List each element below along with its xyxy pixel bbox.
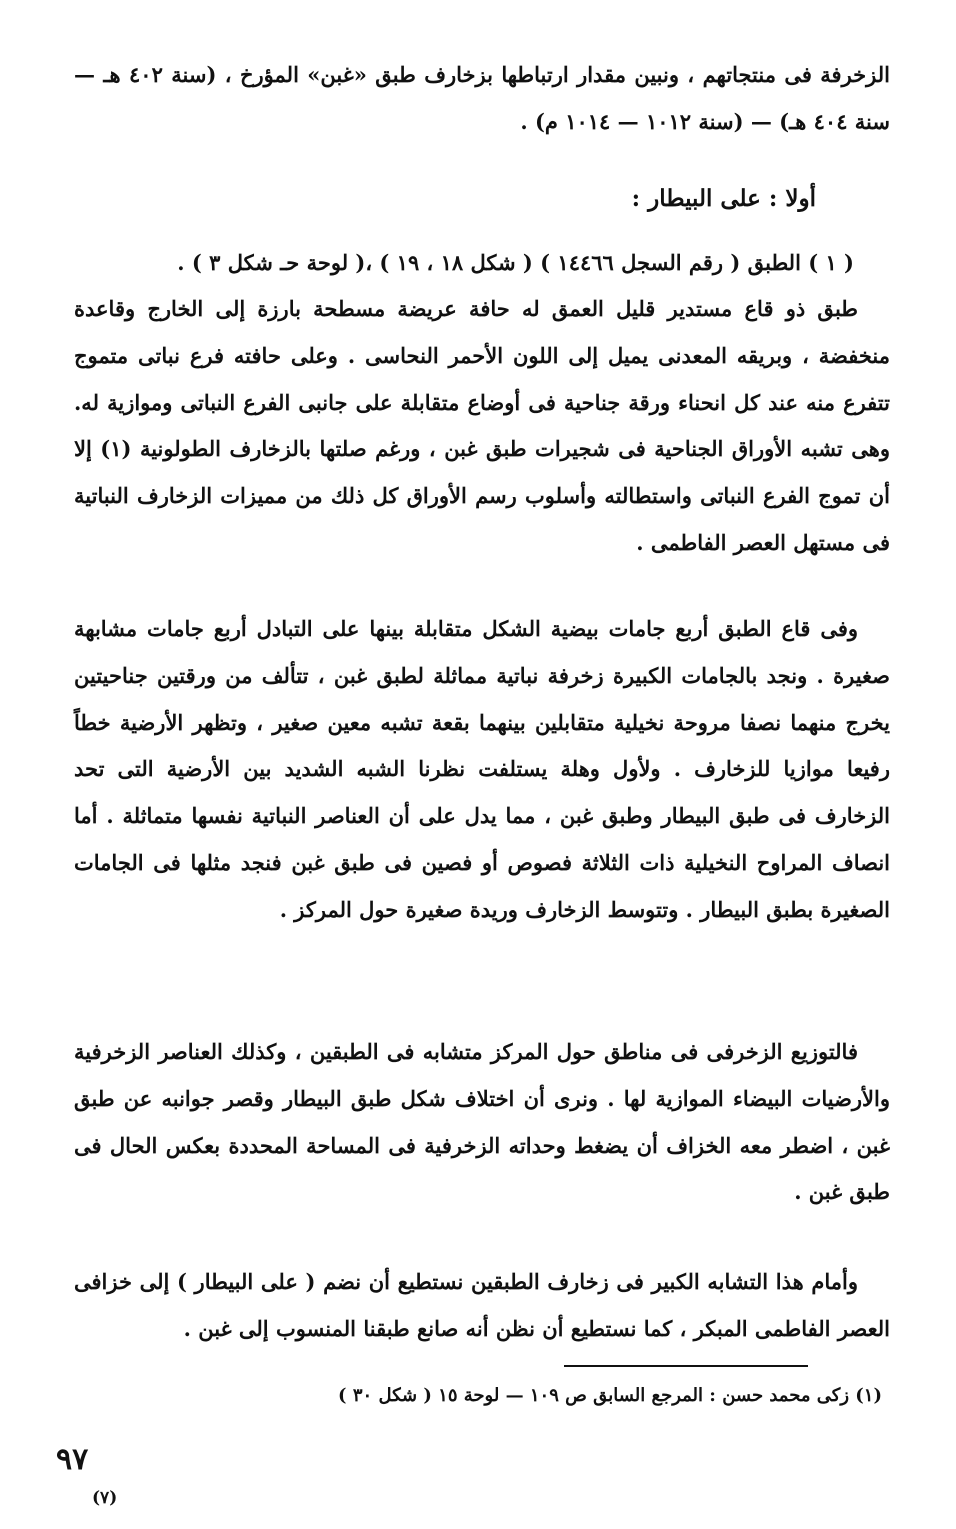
item-header: ( ١ ) الطبق ( رقم السجل ١٤٤٦٦ ) ( شكل ١٨ ، ١٩ ) ،( لوحة حـ شكل ٣ ) . <box>177 250 854 275</box>
paragraph-medallions <box>74 606 890 934</box>
paragraph-text: وأمام هذا التشابه الكبير فى زخارف الطبقين نستطيع أن نضم ( على البيطار ) إلى خزافى العصر الفاطمى المبكر ، كما نستطيع أن نظن أنه صانع طبقنا المنسوب إلى غبن . <box>74 1269 890 1341</box>
intro-paragraph: الزخرفة فى منتجاتهم ، ونبين مقدار ارتباطها بزخارف طبق «غبن» المؤرخ ، (سنة ٤٠٢ هـ — سنة ٤٠٤ هـ) — (سنة ١٠١٢ — ١٠١٤ م) . <box>74 62 890 134</box>
signature-mark: (٧) <box>92 1488 118 1508</box>
paragraph-description <box>74 286 890 567</box>
paragraph-text: طبق ذو قاع مستدير قليل العمق له حافة عريضة مسطحة بارزة إلى الخارج وقاعدة منخفضة ، وبريقه المعدنى يميل إلى اللون الأحمر النحاسى . وعلى حافته فرع نباتى متموج تتفرع منه عند كل انحناء ورقة جناحية فى أوضاع متقابلة على جانبى الفرع النباتى وموازية له. وهى تشبه الأوراق الجناحية فى شجيرات طبق غبن ، ورغم صلتها بالزخارف الطولونية (١) إلا أن تموج الفرع النباتى واستطالته وأسلوب رسم الأوراق كل ذلك من مميزات الزخارف النباتية فى مستهل العصر الفاطمى . <box>74 296 890 555</box>
paragraph-text: وفى قاع الطبق أربع جامات بيضية الشكل متقابلة بينها على التبادل أربع جامات مشابهة صغيرة . ونجد بالجامات الكبيرة زخرفة نباتية مماثلة لطبق غبن ، تتألف من ورقتين جناحيتين يخرج منهما نصفا مروحة نخيلية متقابلين بينهما بقعة تشبه معين صغير ، وتظهر الأرضية خطاً رفيعا موازيا للزخارف . ولأول وهلة يستلفت نظرنا الشبه الشديد بين الأرضية التى تحد الزخارف فى طبق البيطار وطبق غبن ، مما يدل على أن العناصر النباتية نفسها متماثلة . أما انصاف المراوح النخيلية ذات الثلاثة فصوص أو فصين فى طبق غبن فنجد مثلها فى الجامات الصغيرة بطبق البيطار . وتتوسط الزخارف وريدة صغيرة حول المركز . <box>74 616 890 922</box>
paragraph-conclusion <box>74 1259 890 1353</box>
footnote-divider <box>564 1365 808 1367</box>
paragraph-text: فالتوزيع الزخرفى فى مناطق حول المركز متشابه فى الطبقين ، وكذلك العناصر الزخرفية والأرضيات البيضاء الموازية لها . ونرى أن اختلاف شكل طبق البيطار وقصر جوانبه عن طبق غبن ، اضطر معه الخزاف أن يضغط وحداته الزخرفية فى المساحة المحددة بعكس الحال فى طبق غبن . <box>74 1039 890 1205</box>
paragraph-distribution <box>74 1029 890 1216</box>
footnote: (١) زكى محمد حسن : المرجع السابق ص ١٠٩ — لوحة ١٥ ( شكل ٣٠ ) <box>338 1385 882 1406</box>
page-number: ٩٧ <box>56 1442 89 1477</box>
section-heading: أولا : على البيطار : <box>631 185 816 212</box>
